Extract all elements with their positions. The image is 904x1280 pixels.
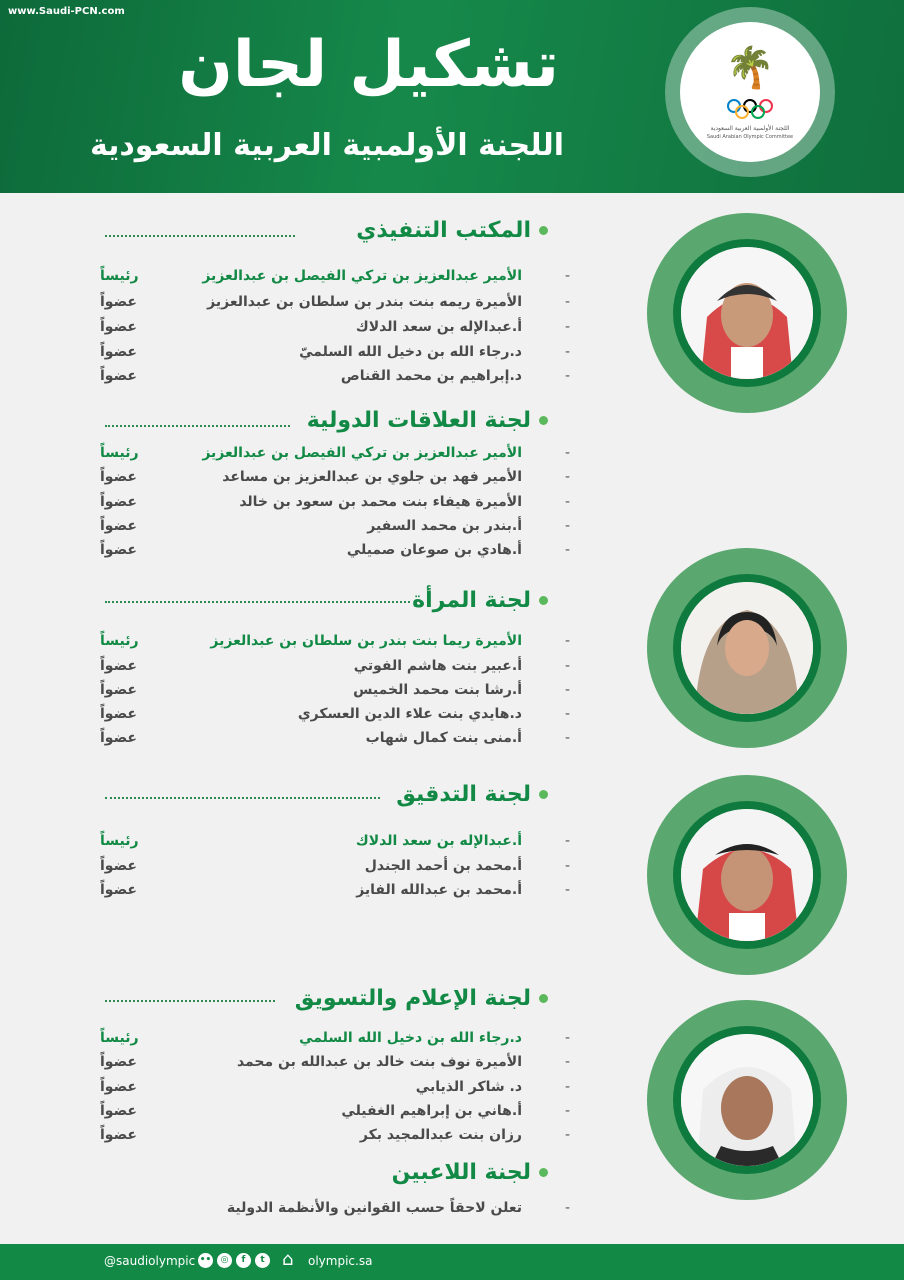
portrait-executive-chair [647, 213, 847, 413]
member-row: - أ.رشا بنت محمد الخميس عضواً [100, 682, 570, 698]
member-row: - د. شاكر الذيابي عضواً [100, 1079, 570, 1095]
man-portrait-icon [681, 247, 813, 379]
section-title-audit: لجنة التدقيق [396, 782, 548, 807]
member-row: - الأمير فهد بن جلوي بن عبدالعزيز بن مساعد عضواً [100, 469, 570, 485]
member-role: عضواً [100, 730, 137, 746]
member-role: عضواً [100, 1054, 137, 1070]
portrait-audit-chair [647, 775, 847, 975]
member-name: أ.محمد بن أحمد الجندل [364, 858, 522, 874]
member-name: أ.عبدالإله بن سعد الدلاك [355, 319, 522, 335]
member-name: أ.عبير بنت هاشم الفوتي [353, 658, 522, 674]
member-row: - أ.محمد بن عبدالله الفايز عضواً [100, 882, 570, 898]
member-row: - الأمير عبدالعزيز بن تركي الفيصل بن عبدالعزيز رئيساً [100, 268, 570, 284]
website-link[interactable]: olympic.sa [308, 1254, 373, 1268]
bullet-icon [539, 416, 548, 425]
member-name: د.إبراهيم بن محمد القناص [340, 368, 522, 384]
section-title-executive-office: المكتب التنفيذي [356, 218, 548, 243]
member-name: د.رجاء الله بن دخيل الله السلميّ [299, 344, 522, 360]
logo-caption-ar: اللجنة الأولمبية العربية السعودية [710, 125, 790, 132]
member-row: - د.رجاء الله بن دخيل الله السلميّ عضواً [100, 344, 570, 360]
bullet-icon [539, 1168, 548, 1177]
bullet-icon [539, 226, 548, 235]
member-role: عضواً [100, 658, 137, 674]
member-name: أ.هاني بن إبراهيم الغفيلي [341, 1103, 522, 1119]
member-row: - أ.هاني بن إبراهيم الغفيلي عضواً [100, 1103, 570, 1119]
member-name: أ.هادي بن صوعان صميلي [346, 542, 522, 558]
member-name: الأميرة ريمه بنت بندر بن سلطان بن عبدالعزيز [207, 294, 522, 310]
bullet-icon [539, 790, 548, 799]
member-row: - الأميرة هيفاء بنت محمد بن سعود بن خالد عضواً [100, 494, 570, 510]
dotted-divider [105, 601, 410, 603]
social-handle[interactable]: @saudiolympic [104, 1254, 196, 1268]
member-role: عضواً [100, 494, 137, 510]
portrait-media-chair [647, 1000, 847, 1200]
member-name: رزان بنت عبدالمجيد بكر [359, 1127, 522, 1143]
member-role: عضواً [100, 1103, 137, 1119]
member-role: عضواً [100, 542, 137, 558]
member-role: عضواً [100, 882, 137, 898]
member-role: عضواً [100, 469, 137, 485]
page-title: تشكيل لجان [178, 28, 559, 102]
member-role: عضواً [100, 1079, 137, 1095]
member-row: - د.إبراهيم بن محمد القناص عضواً [100, 368, 570, 384]
member-role: عضواً [100, 706, 137, 722]
member-row: - د.رجاء الله بن دخيل الله السلمي رئيساً [100, 1030, 570, 1046]
member-name: الأمير عبدالعزيز بن تركي الفيصل بن عبدالعزيز [202, 268, 522, 284]
member-name: الأميرة نوف بنت خالد بن عبدالله بن محمد [236, 1054, 522, 1070]
social-icons [198, 1253, 270, 1268]
member-row: - الأميرة ريمه بنت بندر بن سلطان بن عبدالعزيز عضواً [100, 294, 570, 310]
dotted-divider [105, 235, 295, 237]
member-row: - د.هايدي بنت علاء الدين العسكري عضواً [100, 706, 570, 722]
member-name: الأمير عبدالعزيز بن تركي الفيصل بن عبدالعزيز [202, 445, 522, 461]
bullet-icon [539, 994, 548, 1003]
member-row: - أ.بندر بن محمد السفير عضواً [100, 518, 570, 534]
section-title-international-relations: لجنة العلاقات الدولية [307, 408, 548, 433]
page-subtitle: اللجنة الأولمبية العربية السعودية [89, 128, 564, 163]
member-row: - أ.عبدالإله بن سعد الدلاك رئيساً [100, 833, 570, 849]
member-role: رئيساً [100, 1030, 139, 1046]
member-role: عضواً [100, 294, 137, 310]
olympic-rings-icon [725, 98, 775, 120]
member-name: د.رجاء الله بن دخيل الله السلمي [299, 1030, 522, 1046]
man-portrait-icon [681, 809, 813, 941]
section-title-media-marketing: لجنة الإعلام والتسويق [295, 986, 548, 1011]
member-name: الأميرة هيفاء بنت محمد بن سعود بن خالد [239, 494, 522, 510]
member-role: عضواً [100, 319, 137, 335]
member-row: - رزان بنت عبدالمجيد بكر عضواً [100, 1127, 570, 1143]
member-role: عضواً [100, 682, 137, 698]
dotted-divider [105, 797, 380, 799]
member-row: - أ.محمد بن أحمد الجندل عضواً [100, 858, 570, 874]
member-role: رئيساً [100, 445, 139, 461]
dotted-divider [105, 425, 290, 427]
section-title-athletes: لجنة اللاعبين [392, 1160, 548, 1185]
olympic-committee-logo [680, 22, 820, 162]
member-role: رئيساً [100, 833, 139, 849]
member-role: رئيساً [100, 633, 139, 649]
member-role: عضواً [100, 368, 137, 384]
member-name: الأمير فهد بن جلوي بن عبدالعزيز بن مساعد [222, 469, 522, 485]
member-role: عضواً [100, 858, 137, 874]
member-name: أ.بندر بن محمد السفير [367, 518, 522, 534]
member-name: أ.منى بنت كمال شهاب [365, 730, 522, 746]
dotted-divider [105, 1000, 275, 1002]
member-row: - الأمير عبدالعزيز بن تركي الفيصل بن عبدالعزيز رئيساً [100, 445, 570, 461]
member-row: - أ.عبدالإله بن سعد الدلاك عضواً [100, 319, 570, 335]
palm-swords-icon: 🌴 [725, 45, 775, 91]
watermark: www.Saudi-PCN.com [8, 6, 125, 17]
member-row: - الأميرة ريما بنت بندر بن سلطان بن عبدالعزيز رئيساً [100, 633, 570, 649]
member-row: - تعلن لاحقاً حسب القوانين والأنظمة الدولية [226, 1200, 570, 1216]
member-role: عضواً [100, 344, 137, 360]
member-name: د. شاكر الذيابي [415, 1079, 522, 1095]
member-name: أ.محمد بن عبدالله الفايز [356, 882, 522, 898]
member-note: تعلن لاحقاً حسب القوانين والأنظمة الدولية [226, 1200, 522, 1216]
instagram-icon[interactable]: ◎ [217, 1253, 232, 1268]
home-icon: ⌂ [282, 1249, 294, 1270]
member-role: رئيساً [100, 268, 139, 284]
flickr-icon[interactable]: •• [198, 1253, 213, 1268]
man-portrait-icon [681, 1034, 813, 1166]
member-name: أ.عبدالإله بن سعد الدلاك [355, 833, 522, 849]
member-role: عضواً [100, 518, 137, 534]
woman-portrait-icon [681, 582, 813, 714]
member-row: - أ.منى بنت كمال شهاب عضواً [100, 730, 570, 746]
facebook-icon[interactable]: f [236, 1253, 251, 1268]
member-name: الأميرة ريما بنت بندر بن سلطان بن عبدالعزيز [210, 633, 522, 649]
logo-caption-en: Saudi Arabian Olympic Committee [706, 134, 794, 140]
portrait-women-chair [647, 548, 847, 748]
twitter-icon[interactable]: t [255, 1253, 270, 1268]
member-row: - أ.هادي بن صوعان صميلي عضواً [100, 542, 570, 558]
member-role: عضواً [100, 1127, 137, 1143]
member-row: - أ.عبير بنت هاشم الفوتي عضواً [100, 658, 570, 674]
section-title-women: لجنة المرأة [412, 588, 548, 613]
member-name: د.هايدي بنت علاء الدين العسكري [297, 706, 522, 722]
header-banner [0, 0, 904, 193]
member-name: أ.رشا بنت محمد الخميس [353, 682, 522, 698]
member-row: - الأميرة نوف بنت خالد بن عبدالله بن محمد عضواً [100, 1054, 570, 1070]
footer-bar [0, 1244, 904, 1280]
bullet-icon [539, 596, 548, 605]
